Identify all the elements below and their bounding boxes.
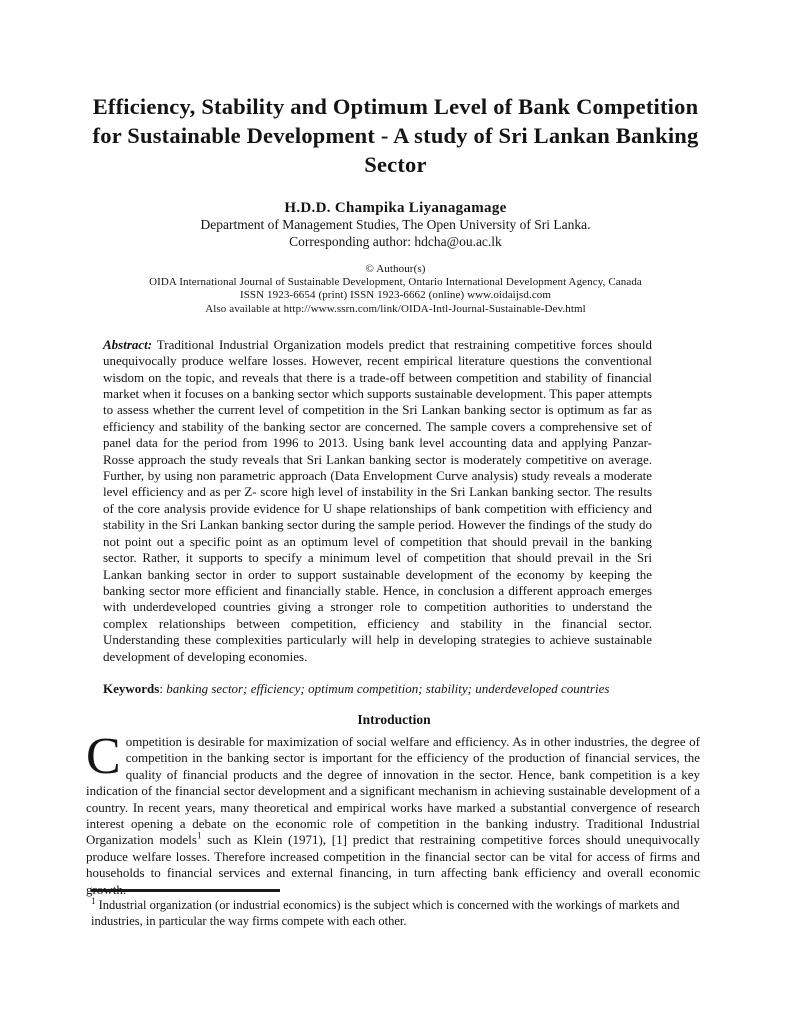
keywords-text: banking sector; efficiency; optimum competition; stability; underdeveloped countries xyxy=(166,680,610,696)
paper-title: Efficiency, Stability and Optimum Level of Bank Competition for Sustainable Development - A study of Sri Lankan Banking Sector xyxy=(92,94,699,177)
abstract-text: Traditional Industrial Organization models predict that restraining competitive forces should unequivocally produce welfare losses. However, recent empirical literature questions the conventional wisdom on the topic, and reveals that there is a trade-off between competition and stability of financial market when it focuses on a banking sector which supports sustainable development. This paper attempts to assess whether the current level of competition in the Sri Lankan banking sector is optimum as far as efficiency and stability of the banking sector are concerned. The sample covers a comprehensive set of panel data for the period from 1996 to 2013. Using bank level accounting data and applying Panzar-Rosse approach the study reveals that Sri Lankan banking sector is moderately competitive on average. Further, by using non parametric approach (Data Envelopment Curve analysis) study reveals a moderate level efficiency and as per Z- score high level of instability in the Sri Lankan banking sector. The results of the core analysis provide evidence for U shape relationships of bank competition with efficiency and stability in the Sri Lankan banking sector during the sample period. However the findings of the study do not point out a specific point as an optimum level of competition that should prevail in the banking sector. Rather, it supports to specify a minimum level of competition that should prevail in the Sri Lankan banking sector in order to support sustainable development of the economy by keeping the banking sector more efficient and financially stable. Hence, in conclusion a different approach emerges with underdeveloped countries giving a stronger role to competition authorities to understand the complex relationships between competition, efficiency and stability in the financial sector. Understanding these complexities particularly will help in developing strategies to achieve sustainable development of developing economies. xyxy=(103,336,652,664)
footnote-marker: 1 xyxy=(91,895,96,906)
author-affiliation: Department of Management Studies, The Open University of Sri Lanka. xyxy=(200,217,591,232)
author-name: H.D.D. Champika Liyanagamage xyxy=(284,200,507,216)
dropcap-letter: C xyxy=(86,727,121,785)
introduction-paragraph xyxy=(86,727,701,898)
copyright-line: © Authour(s) xyxy=(365,263,426,275)
footnote-body: Industrial organization (or industrial economics) is the subject which is concerned with the workings of markets and industries, in particular the way firms compete with each other. xyxy=(91,898,680,928)
author-block xyxy=(0,200,791,250)
journal-imprint xyxy=(0,263,791,316)
issn-line: ISSN 1923-6654 (print) ISSN 1923-6662 (online) www.oidaijsd.com xyxy=(239,289,552,302)
keywords-label: Keywords xyxy=(103,680,160,696)
introduction-heading: Introduction xyxy=(357,711,431,727)
introduction-text-part1: ompetition is desirable for maximization of social welfare and efficiency. As in other industries, the degree of competition in the banking sector is important for the efficiency of the production of financial services, the quality of financial products and the degree of innovation in the sector. Hence, bank competition is a key indication of the financial sector development and a significant mechanism in achieving sustainable development of a country. In recent years, many theoretical and empirical works have marked a substantial convergence of research interest opening a debate on the economic role of competition in the banking industry. Traditional Industrial Organization models xyxy=(86,733,700,848)
keywords-separator: : xyxy=(159,680,167,696)
introduction-text-part2: such as Klein (1971), [1] predict that restraining competitive forces should unequivocally produce welfare losses. Therefore increased competition in the financial sector can be vital for access of firms and households to financial services and external financing, in turn affecting bank efficiency and overall economic growth. xyxy=(86,832,701,897)
keywords-line xyxy=(103,681,652,697)
abstract-label: Abstract: xyxy=(103,336,153,352)
footnote-reference: 1 xyxy=(196,831,202,842)
footnote-separator-rule xyxy=(91,889,280,892)
abstract-paragraph xyxy=(103,337,652,665)
journal-line: OIDA International Journal of Sustainable Development, Ontario International Development Agency, Canada xyxy=(149,276,642,289)
footnote-block xyxy=(91,889,703,942)
availability-line: Also available at http://www.ssrn.com/link/OIDA-Intl-Journal-Sustainable-Dev.html xyxy=(205,302,586,315)
footnote-text xyxy=(91,897,703,929)
corresponding-author: Corresponding author: hdcha@ou.ac.lk xyxy=(289,233,502,249)
